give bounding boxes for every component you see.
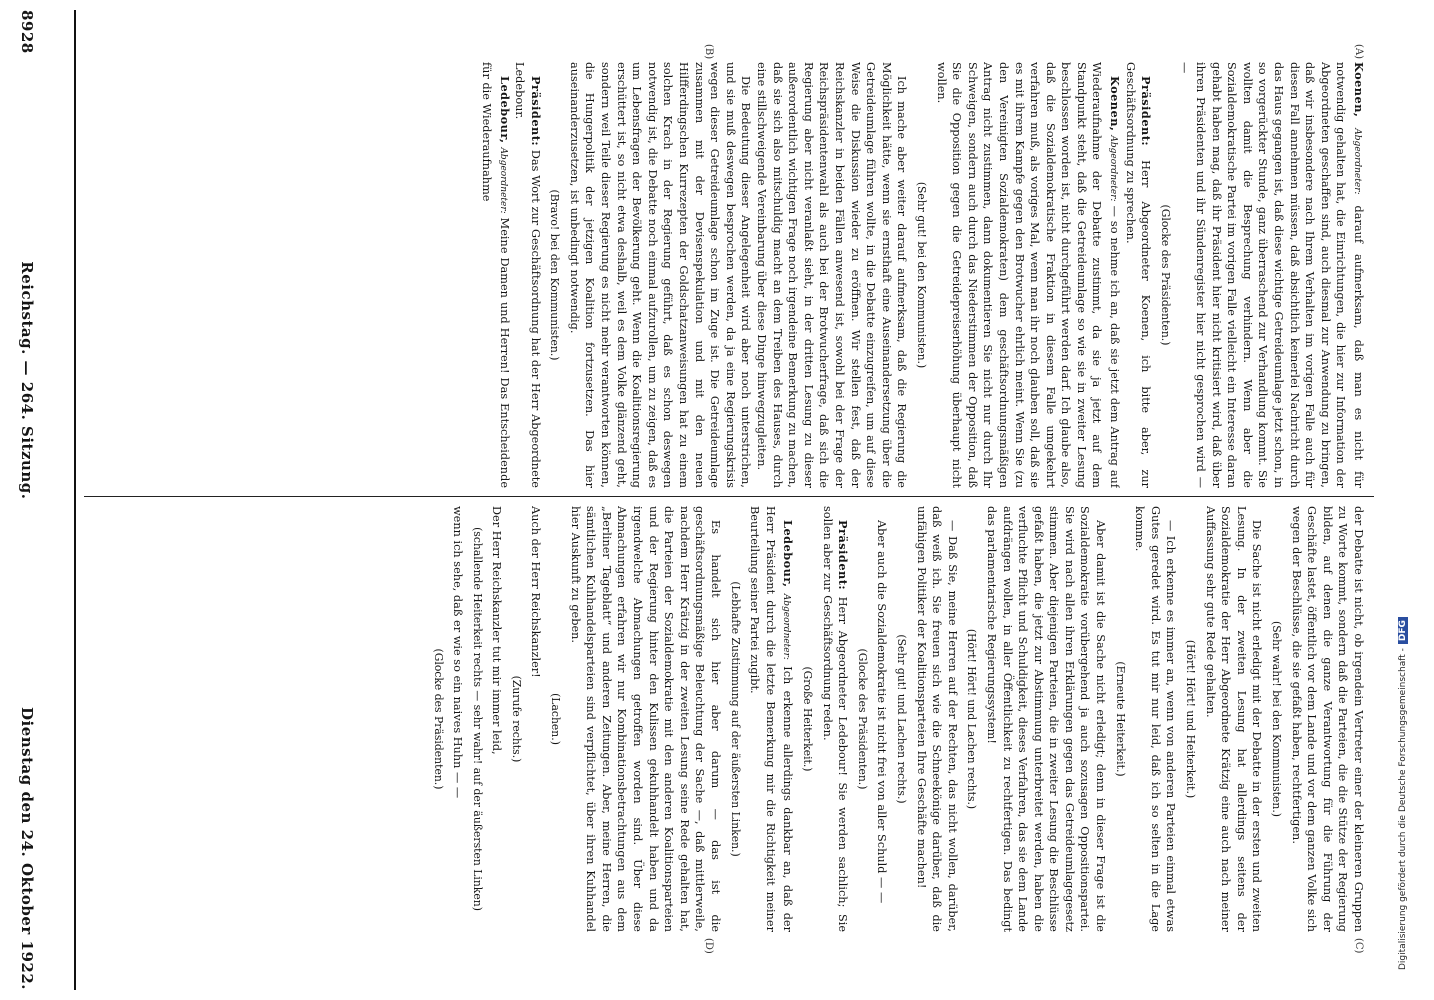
interjection: (Sehr gut! bei den Kommunisten.) xyxy=(914,181,928,369)
margin-marker-c: (C) xyxy=(1353,938,1364,954)
speaker-name: Ledebour, xyxy=(781,520,796,588)
interjection: (Hört! Hört! und Heiterkeit.) xyxy=(1184,639,1198,799)
speaker-name: Ledebour, xyxy=(497,76,512,144)
speech-paragraph: Auch der Herr Reichskanzler! xyxy=(529,506,543,678)
speech-text: Das Wort zur Geschäftsordnung hat der Herr Abgeordnete Ledebour. xyxy=(513,62,542,488)
speech-paragraph xyxy=(933,62,1122,488)
header-date: Dienstag den 24. Oktober 1922. xyxy=(18,707,36,990)
interjection: (Sehr wahr! bei den Kommunisten.) xyxy=(1270,621,1284,817)
speech-paragraph xyxy=(1177,62,1366,488)
speaker-role: Abgeordneter: xyxy=(781,593,792,660)
dfg-logo: DFG xyxy=(1398,617,1408,644)
credit-text: Digitalisierung gefördert durch die Deutsche Forschungsgemeinschaft - xyxy=(1398,648,1408,970)
interjection: (Große Heiterkeit.) xyxy=(801,666,814,772)
speaker-role: Abgeordneter: xyxy=(1352,128,1362,195)
interjection: (Erneute Heiterkeit.) xyxy=(1113,661,1127,777)
left-column xyxy=(82,62,1366,488)
speech-paragraph: Ich mache aber weiter darauf aufmerksam, daß die Regierung die Möglichkeit hätte, wenn sie ernsthaft eine Auseinandersetzung über die Getreideumlage führen wollte, in die Debatte einzugreifen, um auf diese Weise die Diskussion wieder zu eröffnen. Wir stellen fest, daß der Reichskanzler in beiden Fällen anwesend ist, sowohl bei der Frage der Reichspräsidentenwahl als auch bei der Brotwucherfrage, daß sich die Regierung aber nicht veranlaßt sieht, in der dritten Lesung zu dieser außerordentlich wichtigen Frage noch irgendeine Bemerkung zu machen, daß sie sich also mitschuldig macht an dem Treiben des Hauses, durch eine stillschweigende Vereinbarung über diese Dinge hinwegzugleiten. xyxy=(755,62,909,488)
speech-text: — so nehme ich an, daß sie jetzt dem Antrag auf Wiederaufnahme der Debatte zustimmt, da sie ja jetzt auf dem Standpunkt steht, daß die Getreideumlage so wie sie in zweiter Lesung beschlossen worden ist, nicht durchgeführt werden darf. Ich glaube also, daß die Sozialdemokratische Fraktion in diesem Falle umgekehrt verfahren muß, als voriges Mal, wenn man ihr noch glauben soll, daß sie es mit ihrem Kampfe gegen den Brotwucher ehrlich meint. Wenn Sie (zu den Vereinigten Sozialdemokraten) dem geschäftsordnungsmäßigen Antrag nicht zustimmen, dann dokumentieren Sie nicht nur durch Ihr Schweigen, sondern auch durch das Niederstimmen der Opposition, daß Sie die Opposition gegen die Getreidepreiserhöhung überhaupt nicht wollen. xyxy=(934,62,1122,488)
speech-paragraph: Die Bedeutung dieser Angelegenheit wird aber noch unterstrichen, und sie muß deswegen besprochen werden, da ja eine Regierungskrisis wegen dieser Getreideumlage schon im Zuge ist. Die Getreideumlage zusammen mit der Devisenspekulation und mit den neuen Hilfferdingschen Kurrezepten der Goldschatzanweisungen hat zu einem solchen Krach in der Regierung geführt, daß es schon deswegen notwendig ist, die Debatte noch einmal aufzurollen, um zu zeigen, daß es um Lebensfragen der Bevölkerung geht. Wenn die Koalitionsregierung erschüttert ist, so nicht etwa deshalb, weil es dem Volke glänzend geht, sondern weil Teile dieser Regierung es nicht mehr verantworten können, die Hungerpolitik der jetzigen Koalition fortzusetzen. Das hier auseinanderzusetzen, ist unbedingt notwendig. xyxy=(567,62,753,488)
interjection: (Zurufe rechts.) xyxy=(509,675,523,763)
interjection: (Glocke des Präsidenten.) xyxy=(431,648,445,790)
header-title: Reichstag. — 264. Sitzung. xyxy=(18,261,36,500)
interjection: (Lebhafte Zustimmung auf der äußersten Linken.) xyxy=(728,581,742,857)
interjection: (Bravo! bei den Kommunisten.) xyxy=(548,189,562,361)
interjection: (Glocke des Präsidenten.) xyxy=(1158,204,1172,346)
speech-paragraph: — Daß Sie, meine Herren auf der Rechten, das nicht wollen, darüber, daß weiß ich. Sie freuen sich wie die Schneekönige darüber, daß die unfähigen Politiker der Koalitionsparteien Ihre Geschäfte machen! xyxy=(914,506,959,932)
margin-marker-b: (B) xyxy=(703,44,714,60)
margin-marker-a: (A) xyxy=(1353,44,1364,60)
header-rule xyxy=(74,10,76,990)
speech-paragraph: Aber damit ist die Sache nicht erledigt; denn in dieser Frage ist die Sozialdemokratie vorübergehend ja auch sozusagen Oppositionspartei. Sie wird nach allen ihren Erklärungen gegen das Getreideumlagegesetz stimmen. Aber diejenigen Parteien, die in zweiter Lesung die Beschlüsse gefaßt haben, die jetzt zur Abstimmung unterbreitet werden, haben die verfluchte Pflicht und Schuldigkeit, dieses Verfahren, das sie dem Lande aufdrängen wollen, in aller Öffentlichkeit zu rechtfertigen. Das bedingt das parlamentarische Regierungssystem! xyxy=(984,506,1108,932)
speech-text: darauf aufmerksam, daß man es nicht für notwendig gehalten hat, die Einrichtungen, die hier zur Information der Abgeordneten geschaffen sind, auch diesmal zur Anwendung zu bringen, daß wir insbesondere nach Ihrem Verhalten im vorigen Falle auch für diesen Fall annehmen müssen, daß absichtlich keinerlei Nachricht durch das Haus gegangen ist, daß diese wichtige Getreideumlage jetzt schon, in so vorgerückter Stunde, ganz überraschend zur Verhandlung kommt. Sie wollten damit die Besprechung verhindern. Wenn aber die Sozialdemokratische Partei im vorigen Falle vielleicht ein Interesse daran gehabt haben mag, daß ihr Präsident hier nicht kritisiert wird, daß über ihren Präsidenten und ihr Sündenregister hier nicht gesprochen wird — — xyxy=(1178,62,1365,488)
digitization-credit xyxy=(1398,20,1408,970)
speaker-name: Präsident: xyxy=(836,520,851,591)
margin-marker-d: (D) xyxy=(703,938,714,954)
interjection: (schallende Heiterkeit rechts — sehr wahr! auf der äußersten Linken) xyxy=(470,527,484,911)
speech-paragraph: Der Herr Reichskanzler tut mir immer leid, xyxy=(490,506,504,755)
interjection: (Hört! Hört! und Lachen rechts.) xyxy=(965,628,979,810)
speech-paragraph xyxy=(1122,62,1153,488)
page-header xyxy=(18,10,60,990)
speech-paragraph: der Debatte ist nicht, ob irgendein Vertreter einer der kleineren Gruppen zu Worte kommt, sondern daß die Parteien, die die Stütze der Regierung bilden, auf denen die ganze Verantwortung für die Führung der Geschäfte lastet, öffentlich vor dem Lande und vor dem ganzen Volke sich wegen der Beschlüsse, die sie gefaßt haben, rechtfertigen. xyxy=(1289,506,1365,932)
speaker-name: Koenen, xyxy=(1352,62,1366,118)
speech-text: Meine Damen und Herren! Das Entscheidende für die Wiederaufnahme xyxy=(479,62,511,488)
speech-text: Ich erkenne allerdings dankbar an, daß der Herr Präsident durch die letzte Bemerkung mir die Richtigkeit meiner Beurteilung seiner Partei zugibt. xyxy=(748,506,795,932)
interjection: (Lachen.) xyxy=(549,693,563,745)
interjection: (Glocke des Präsidenten.) xyxy=(855,648,869,790)
interjection: (Sehr gut! und Lachen rechts.) xyxy=(894,634,908,804)
speech-paragraph: — Ich erkenne es immer an, wenn von anderen Parteien einmal etwas Gutes geredet wird. Es tut mir nur leid, daß ich so selten in die Lage komme. xyxy=(1133,506,1178,932)
speech-paragraph xyxy=(819,506,850,932)
speaker-role: Abgeordneter: xyxy=(497,147,508,214)
speech-paragraph xyxy=(512,62,543,488)
speaker-name: Präsident: xyxy=(1139,76,1154,147)
speech-paragraph: Aber auch die Sozialdemokratie ist nicht frei von aller Schuld — — xyxy=(875,520,889,904)
column-divider xyxy=(84,496,1374,497)
page-number: 8928 xyxy=(18,10,36,54)
speaker-name: Koenen, xyxy=(1108,76,1123,132)
speech-paragraph xyxy=(478,62,511,488)
speech-paragraph: Es handelt sich hier aber darum — das ist die geschäftsordnungsmäßige Beleuchtung der Sache —, daß mittlerweile, nachdem Herr Krätzig in der zweiten Lesung seine Rede gehalten hat, die Parteien der Sozialdemokratie mit den anderen Koalitionsparteien und der Regierung hinter den Kulissen gekuhhandelt haben und da irgendwelche Abmachungen getroffen worden sind. Über diese Abmachungen erfahren wir nur Kombinationsbetrachtungen aus dem „Berliner Tageblatt“ und anderen Zeitungen. Aber, meine Herren, die sämtlichen Kuhhandelsparteien sind verpflichtet, über ihren Kuhhandel hier Auskunft zu geben. xyxy=(568,506,723,932)
speech-text: Herr Abgeordneter Ledebour! Sie werden sachlich; Sie sollen aber zur Geschäftsordnung reden. xyxy=(820,506,850,932)
speaker-role: Abgeordneter: xyxy=(1108,135,1119,202)
speech-paragraph xyxy=(747,506,796,932)
speaker-name: Präsident: xyxy=(528,76,543,147)
speech-paragraph: wenn ich sehe, daß er wie so ein naives Huhn — — xyxy=(451,506,465,799)
right-column xyxy=(82,506,1366,932)
speech-text: Herr Abgeordneter Koenen, ich bitte aber, zur Geschäftsordnung zu sprechen. xyxy=(1123,62,1153,488)
speech-paragraph: Die Sache ist nicht erledigt mit der Debatte in der ersten und zweiten Lesung. In der zweiten Lesung hat allerdings seitens der Sozialdemokratie der Herr Abgeordnete Krätzig eine auch nach meiner Auffassung sehr gute Rede gehalten. xyxy=(1203,506,1264,932)
